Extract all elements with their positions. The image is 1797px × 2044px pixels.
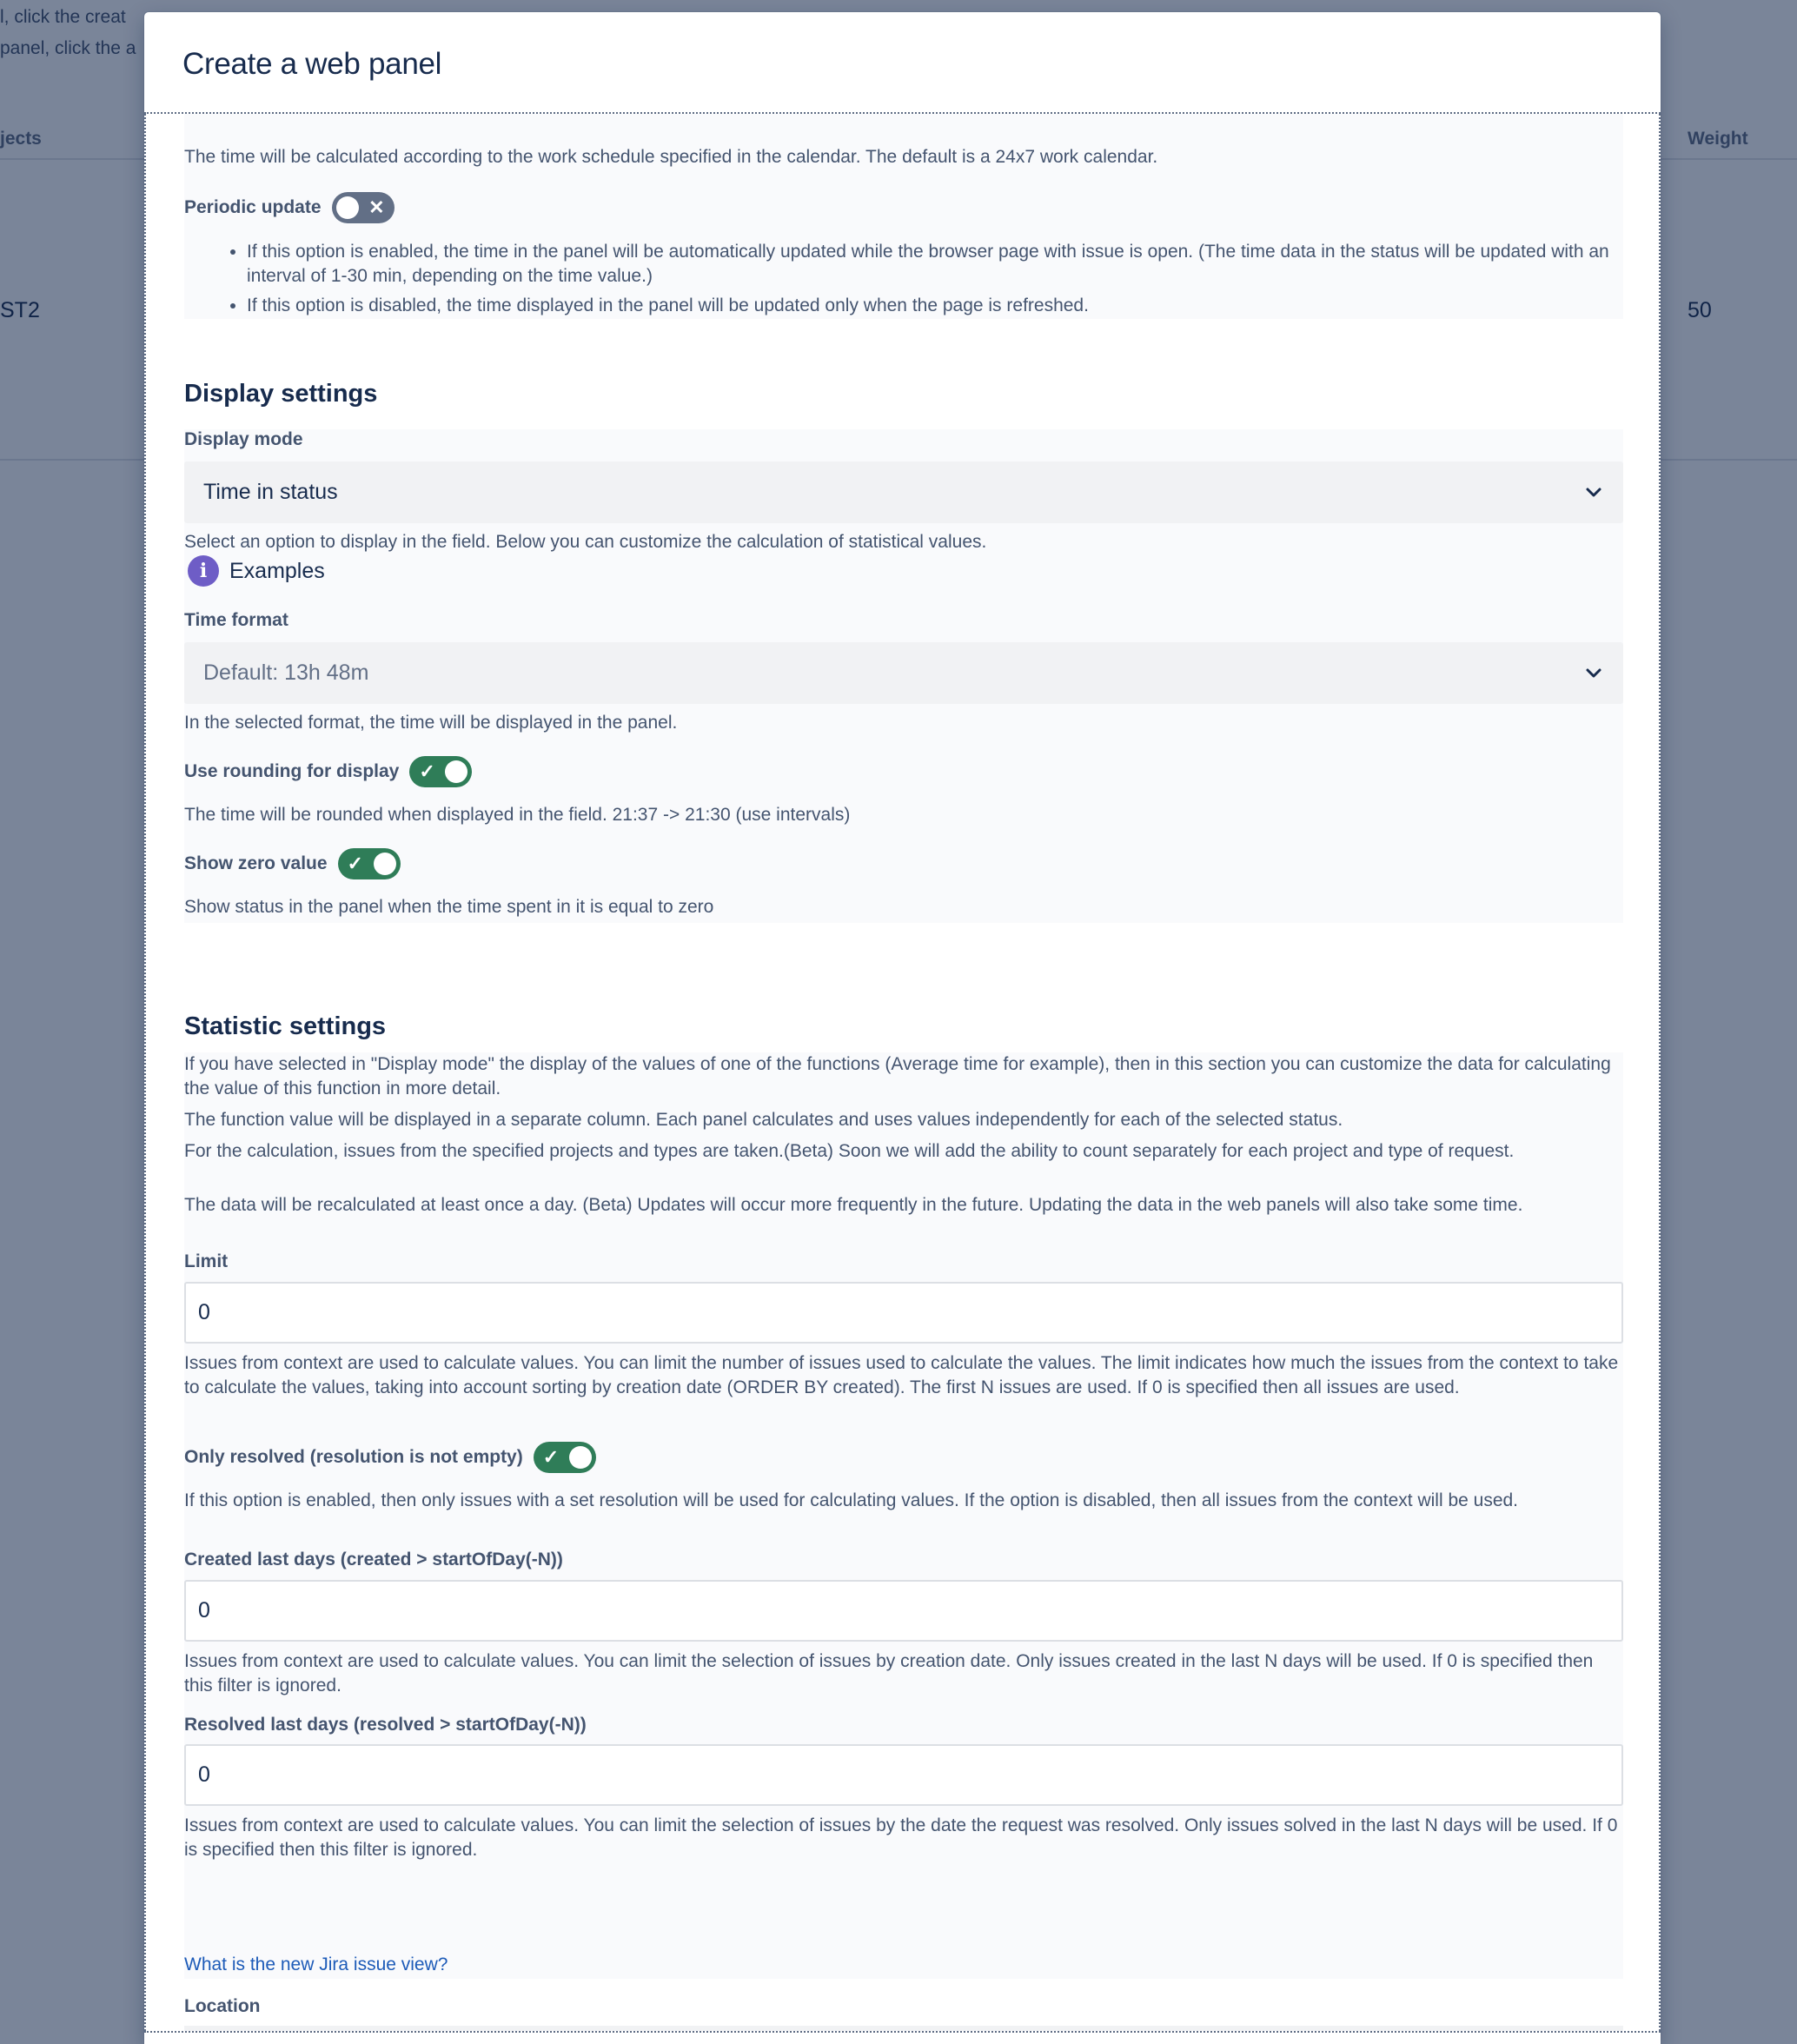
examples-link[interactable] <box>188 555 325 587</box>
zero-value-label: Show zero value <box>184 853 328 873</box>
dialog-header <box>144 12 1661 114</box>
statistic-settings-section <box>184 1052 1623 1979</box>
zero-value-row <box>184 848 401 879</box>
dialog-title: Create a web panel <box>182 47 442 81</box>
display-mode-select[interactable] <box>184 461 1623 523</box>
statistic-intro-4: The data will be recalculated at least once a day. (Beta) Updates will occur more frequently in the future. Updating the data in the web panels will also take some time. <box>184 1195 1523 1215</box>
display-mode-help: Select an option to display in the field. Below you can customize the calculation of statistical values. <box>184 532 987 552</box>
only-resolved-label: Only resolved (resolution is not empty) <box>184 1447 523 1467</box>
time-format-select[interactable] <box>184 642 1623 704</box>
calendar-help-text: The time will be calculated according to the work schedule specified in the calendar. The default is a 24x7 work calendar. <box>184 147 1158 167</box>
statistic-intro-3: For the calculation, issues from the specified projects and types are taken.(Beta) Soon we will add the ability to count separately for each project and type of request. <box>184 1141 1515 1161</box>
zero-value-toggle[interactable] <box>338 848 401 879</box>
check-icon: ✓ <box>347 853 363 874</box>
only-resolved-toggle[interactable] <box>534 1442 596 1473</box>
periodic-update-label: Periodic update <box>184 197 322 217</box>
display-mode-value: Time in status <box>203 480 338 504</box>
location-wrap <box>184 1996 1623 2017</box>
rounding-row <box>184 756 472 787</box>
periodic-update-row <box>184 192 395 223</box>
display-mode-label: Display mode <box>184 429 303 449</box>
toggle-knob <box>445 760 467 783</box>
dialog-body[interactable] <box>144 114 1661 2031</box>
created-last-days-input[interactable] <box>184 1580 1623 1642</box>
display-settings-section <box>184 429 1623 923</box>
info-icon: i <box>188 555 219 587</box>
create-web-panel-dialog <box>144 12 1661 2044</box>
statistic-settings-heading-wrap <box>184 1012 1623 1041</box>
periodic-update-note-disabled: • If this option is disabled, the time displayed in the panel will be updated only when the page is refreshed. <box>247 294 1623 318</box>
created-last-days-help: Issues from context are used to calculate values. You can limit the selection of issues by creation date. Only issues created in the last N days will be used. If 0 is specified then this filter is ignored. <box>184 1651 1594 1696</box>
periodic-update-note-enabled: • If this option is enabled, the time in the panel will be automatically updated while the browser page with issue is open. (The time data in the status will be updated with an interval of 1-30 min, depending on the time value.) <box>247 240 1623 289</box>
toggle-knob <box>569 1446 592 1469</box>
statistic-settings-heading: Statistic settings <box>184 1012 387 1040</box>
examples-label: Examples <box>229 558 325 583</box>
check-icon: ✓ <box>419 760 435 782</box>
periodic-update-notes <box>184 240 1623 323</box>
jira-issue-view-link[interactable]: What is the new Jira issue view? <box>184 1954 448 1974</box>
limit-value: 0 <box>198 1300 210 1324</box>
chevron-down-icon <box>1583 663 1604 684</box>
time-format-label: Time format <box>184 610 288 630</box>
resolved-last-days-value: 0 <box>198 1762 210 1787</box>
limit-input[interactable] <box>184 1282 1623 1344</box>
statistic-intro-1: If you have selected in "Display mode" the display of the values of one of the functions (Average time for example), then in this section you can customize the data for calculating the value of this function in more detail. <box>184 1054 1611 1098</box>
toggle-knob <box>336 196 359 219</box>
location-label: Location <box>184 1996 261 2016</box>
jira-link-wrap <box>184 1954 1623 1975</box>
limit-label: Limit <box>184 1251 229 1271</box>
statistic-intro-2: The function value will be displayed in a separate column. Each panel calculates and uses values independently for each of the selected status. <box>184 1110 1343 1130</box>
display-settings-heading-wrap <box>184 380 1623 408</box>
time-format-placeholder: Default: 13h 48m <box>203 660 369 685</box>
periodic-update-toggle[interactable] <box>332 192 395 223</box>
resolved-last-days-label: Resolved last days (resolved > startOfDay(-N)) <box>184 1715 587 1735</box>
display-settings-heading: Display settings <box>184 380 378 408</box>
chevron-down-icon <box>1583 482 1604 503</box>
dialog-footer-divider <box>144 2031 1661 2033</box>
calendar-section <box>184 114 1623 319</box>
check-icon: ✓ <box>542 1446 560 1468</box>
rounding-toggle[interactable] <box>409 756 472 787</box>
rounding-help: The time will be rounded when displayed in the field. 21:37 -> 21:30 (use intervals) <box>184 805 851 825</box>
limit-help: Issues from context are used to calculate values. You can limit the number of issues used to calculate the values. The limit indicates how much the issues from the context to take to calculate the values, taking into account sorting by creation date (ORDER BY created). The first N issues are used. If 0 is specified then all issues are used. <box>184 1353 1619 1397</box>
resolved-last-days-input[interactable] <box>184 1744 1623 1806</box>
created-last-days-label: Created last days (created > startOfDay(-N)) <box>184 1550 563 1570</box>
rounding-label: Use rounding for display <box>184 761 400 781</box>
zero-value-help: Show status in the panel when the time spent in it is equal to zero <box>184 897 714 917</box>
created-last-days-value: 0 <box>198 1598 210 1623</box>
time-format-help: In the selected format, the time will be displayed in the panel. <box>184 713 678 733</box>
only-resolved-help: If this option is enabled, then only issues with a set resolution will be used for calculating values. If the option is disabled, then all issues from the context will be used. <box>184 1490 1519 1510</box>
cross-icon: ✕ <box>368 196 385 218</box>
toggle-knob <box>374 853 396 875</box>
only-resolved-row <box>184 1442 596 1473</box>
resolved-last-days-help: Issues from context are used to calculate values. You can limit the selection of issues by the date the request was resolved. Only issues solved in the last N days will be used. If 0 is specified then this filter is ignored. <box>184 1815 1618 1860</box>
